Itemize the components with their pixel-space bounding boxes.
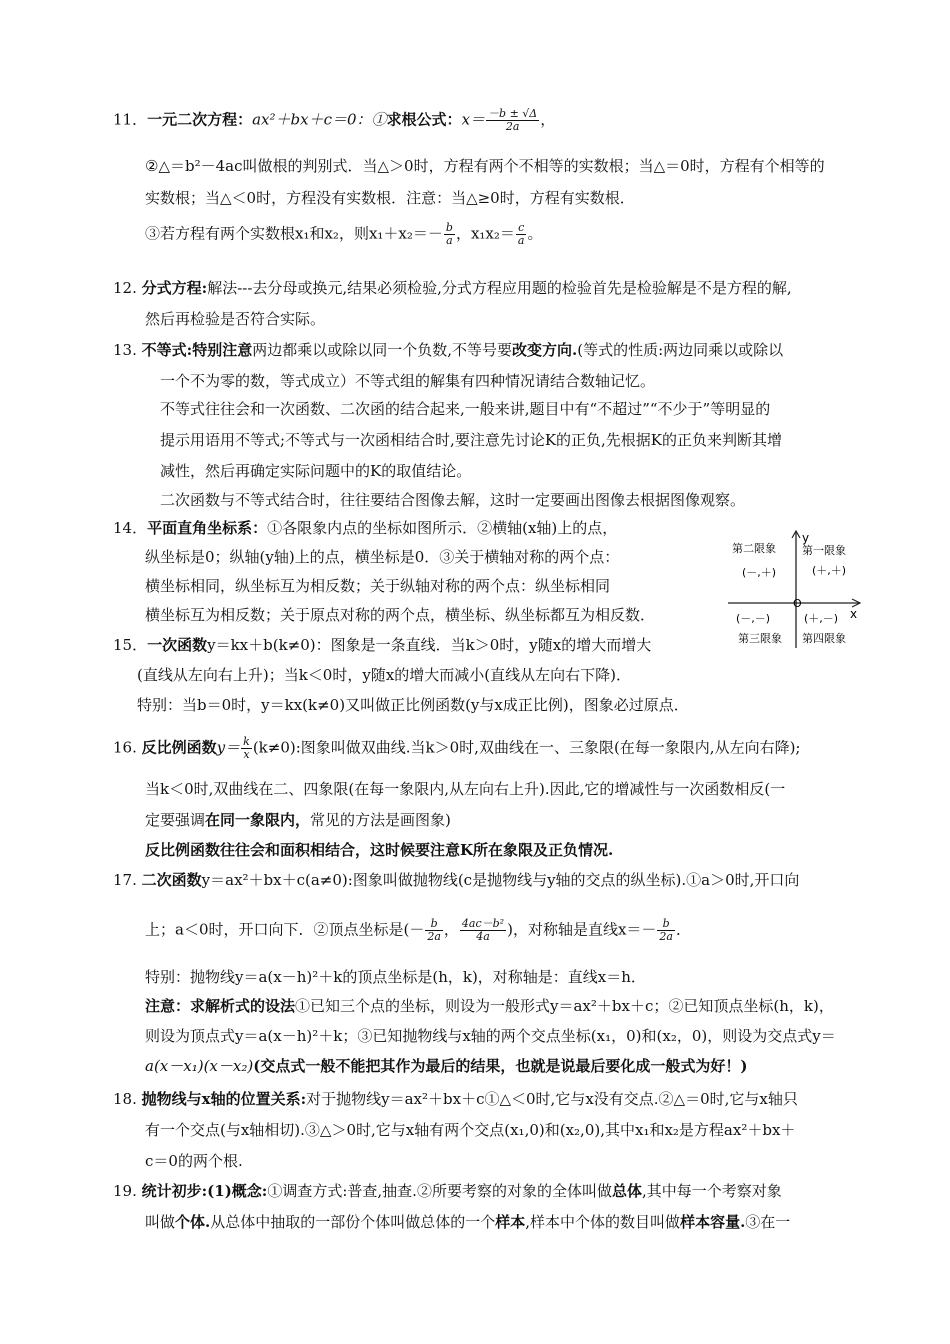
s17-note-title: 注意：求解析式的设法 bbox=[145, 997, 296, 1015]
s15-line1 bbox=[113, 635, 651, 655]
s12-number: 12. bbox=[113, 279, 137, 297]
fraction-b-over-a bbox=[444, 222, 455, 247]
s16-line2: 当k＜0时,双曲线在二、四象限(在每一象限内,从左向右上升).因此,它的增减性与一次函数相反(一 bbox=[145, 780, 786, 798]
y-label: y bbox=[802, 531, 810, 545]
s17-number: 17. bbox=[113, 871, 137, 889]
quadrant-2-label: 第二限象 bbox=[732, 542, 776, 555]
fraction-k-over-x bbox=[241, 736, 252, 761]
quadrant-1-label: 第一限象 bbox=[802, 544, 846, 557]
s19-title: 统计初步:(1)概念: bbox=[141, 1182, 268, 1200]
s17-axis-text: )，对称轴是直线x＝－ bbox=[507, 920, 657, 939]
quadratic-formula-fraction bbox=[486, 108, 539, 133]
s14-number: 14． bbox=[113, 519, 148, 537]
s17-text: y＝ax²＋bx＋c(a≠0):图象叫做抛物线(c是抛物线与y轴的交点的纵坐标).①a＞0时,开口向 bbox=[201, 871, 800, 889]
s11-formula-label: 求根公式： bbox=[386, 110, 462, 129]
quadrant-1-sign: (＋,＋) bbox=[812, 564, 847, 577]
s17-line1 bbox=[113, 870, 799, 890]
s17-line4 bbox=[145, 996, 834, 1016]
s13-title: 不等式: bbox=[141, 341, 193, 359]
s12-text: 解法---去分母或换元,结果必须检验,分式方程应用题的检验首先是检验解是不是方程的解, bbox=[207, 279, 792, 297]
quadrant-2-sign: (－,＋) bbox=[742, 566, 777, 579]
quadrant-4-label: 第四限象 bbox=[802, 632, 846, 645]
s17-note-text: ①已知三个点的坐标，则设为一般形式y＝ax²＋bx＋c；②已知顶点坐标(h，k)， bbox=[295, 997, 834, 1015]
s11-equation: ax²＋bx＋c＝0：① bbox=[252, 110, 387, 129]
s18-title: 抛物线与x轴的位置关系: bbox=[141, 1090, 307, 1108]
s15-line2: (直线从左向右上升)；当k＜0时，y随x的增大而减小(直线从左向右下降)． bbox=[137, 666, 631, 684]
origin-label: O bbox=[793, 597, 802, 610]
s17-line2 bbox=[145, 918, 691, 943]
s18-line1 bbox=[113, 1089, 798, 1109]
s18-line3: c＝0的两个根. bbox=[145, 1152, 243, 1170]
s11-line2: ②△＝b²－4ac叫做根的判别式．当△＞0时，方程有两个不相等的实数根；当△＝0时，方程有个相等的 bbox=[145, 157, 825, 175]
frac-num: b bbox=[425, 918, 443, 931]
frac-den: a bbox=[446, 234, 453, 247]
s19-number: 19. bbox=[113, 1182, 137, 1200]
frac-num: b bbox=[657, 918, 675, 931]
s19-term-population: 总体 bbox=[611, 1182, 642, 1200]
s19-line2 bbox=[145, 1212, 790, 1232]
frac-den: 2a bbox=[505, 120, 520, 133]
s17-title: 二次函数 bbox=[141, 871, 202, 889]
s16-y-eq: y＝ bbox=[216, 738, 241, 757]
s11-title: 一元二次方程： bbox=[147, 110, 253, 129]
s16-line1 bbox=[113, 736, 800, 761]
s14-line3: 横坐标相同，纵坐标互为相反数；关于纵轴对称的两个点：纵坐标相同 bbox=[145, 577, 611, 595]
s19-text-d: 从总体中抽取的一部份个体叫做总体的一个 bbox=[210, 1213, 496, 1231]
s13-line3: 不等式往往会和一次函数、二次函的结合起来,一般来讲,题目中有“不超过”“不少于”等明显的 bbox=[160, 400, 771, 418]
s12-line2: 然后再检验是否符合实际。 bbox=[145, 310, 326, 328]
s18-number: 18. bbox=[113, 1090, 137, 1108]
s14-line1 bbox=[113, 518, 617, 538]
s13-line2: 一个不为零的数，等式成立）不等式组的解集有四种情况请结合数轴记忆。 bbox=[160, 372, 656, 390]
quadrant-4-sign: (＋,－) bbox=[804, 612, 839, 625]
s19-line1 bbox=[113, 1181, 782, 1201]
s14-title: 平面直角坐标系： bbox=[147, 519, 268, 537]
s17-line5: 则设为顶点式y＝a(x－h)²＋k；③已知抛物线与x轴的两个交点坐标(x₁，0)和(x₂，0)，则设为交点式y＝ bbox=[145, 1027, 836, 1045]
fraction-c-over-a bbox=[516, 222, 527, 247]
s12-line1 bbox=[113, 278, 792, 298]
frac-den: 4a bbox=[476, 930, 490, 943]
frac-den: 2a bbox=[659, 930, 673, 943]
s16-text-a: 定要强调 bbox=[145, 811, 206, 829]
fraction-axis bbox=[657, 918, 675, 943]
s15-text: y＝kx＋b(k≠0)：图象是一条直线．当k＞0时，y随x的增大而增大 bbox=[207, 636, 652, 654]
s14-text: ①各限象内点的坐标如图所示．②横轴(x轴)上的点， bbox=[267, 519, 618, 537]
frac-num: －b ± √Δ bbox=[488, 107, 538, 120]
s13-text-a: 两边都乘以或除以同一个负数,不等号要 bbox=[252, 341, 512, 359]
s19-text-f: ③在一 bbox=[745, 1213, 791, 1231]
s15-title: 一次函数 bbox=[147, 636, 208, 654]
s16-line4: 反比例函数往往会和面积相结合，这时候要注意K所在象限及正负情况. bbox=[145, 841, 614, 859]
s18-line2: 有一个交点(与x轴相切).③△＞0时,它与x轴有两个交点(x₁,0)和(x₂,0),其中x₁和x₂是方程ax²＋bx＋ bbox=[145, 1121, 796, 1139]
fraction-b-over-2a bbox=[425, 918, 443, 943]
quadrant-3-label: 第三限象 bbox=[738, 632, 782, 645]
s13-line4: 提示用语用不等式;不等式与一次函相结合时,要注意先讨论K的正负,先根据K的正负来判断其增 bbox=[160, 431, 783, 449]
s17-emphasis: (交点式一般不能把其作为最后的结果，也就是说最后要化成一般式为好！) bbox=[253, 1057, 748, 1075]
s11-line4 bbox=[145, 222, 542, 247]
s14-line2: 纵坐标是0；纵轴(y轴)上的点，横坐标是0．③关于横轴对称的两个点： bbox=[145, 548, 620, 566]
s14-line4: 横坐标互为相反数；关于原点对称的两个点，横坐标、纵坐标都互为相反数． bbox=[145, 606, 656, 624]
s17-intercept-form: a(x－x₁)(x－x₂) bbox=[145, 1057, 254, 1075]
fraction-vertex-y bbox=[460, 918, 506, 943]
s17-end: ． bbox=[675, 920, 691, 939]
s11-vieta-prod: ，x₁x₂＝ bbox=[455, 224, 515, 243]
s11-tail: ， bbox=[540, 110, 556, 129]
x-label: x bbox=[850, 607, 858, 621]
s17-comma: ， bbox=[443, 920, 459, 939]
s13-line1 bbox=[113, 340, 783, 360]
frac-num: b bbox=[445, 221, 453, 234]
s19-term-sample: 样本 bbox=[495, 1213, 526, 1231]
s13-text-b: (等式的性质:两边同乘以或除以 bbox=[577, 341, 784, 359]
s19-text-a: ①调查方式:普查,抽查.②所要考察的对象的全体叫做 bbox=[267, 1182, 612, 1200]
s19-text-c: 叫做 bbox=[145, 1213, 176, 1231]
s16-text: (k≠0):图象叫做双曲线.当k＞0时,双曲线在一、三象限(在每一象限内,从左向右降); bbox=[252, 738, 801, 757]
frac-num: c bbox=[516, 222, 527, 235]
frac-den: x bbox=[243, 748, 250, 761]
s12-title: 分式方程: bbox=[141, 279, 208, 297]
s11-end: 。 bbox=[527, 224, 543, 243]
s15-line3: 特别：当b＝0时，y＝kx(k≠0)又叫做正比例函数(y与x成正比例)，图象必过原点． bbox=[137, 696, 689, 714]
s19-text-b: ,其中每一个考察对象 bbox=[641, 1182, 782, 1200]
frac-num: k bbox=[243, 735, 250, 748]
s13-number: 13. bbox=[113, 341, 137, 359]
s13-line6: 二次函数与不等式结合时，往往要结合图像去解，这时一定要画出图像去根据图像观察。 bbox=[160, 491, 746, 509]
s19-term-individual: 个体. bbox=[175, 1213, 211, 1231]
s17-vertex-text: 上；a＜0时，开口向下．②顶点坐标是(－ bbox=[145, 920, 425, 939]
s11-line1 bbox=[113, 108, 555, 133]
s11-x-eq: x＝ bbox=[461, 110, 486, 129]
s17-line3: 特别：抛物线y＝a(x－h)²＋k的顶点坐标是(h，k)，对称轴是：直线x＝h． bbox=[145, 968, 646, 986]
s11-vieta-sum: ③若方程有两个实数根x₁和x₂，则x₁＋x₂＝－ bbox=[145, 224, 443, 243]
s16-title: 反比例函数 bbox=[141, 738, 217, 757]
s17-line6 bbox=[145, 1056, 747, 1076]
s16-emphasis: 在同一象限内， bbox=[205, 811, 311, 829]
frac-den: a bbox=[517, 234, 525, 247]
s19-text-e: ,样本中个体的数目叫做 bbox=[525, 1213, 681, 1231]
s11-line3: 实数根；当△＜0时，方程没有实数根．注意：当△≥0时，方程有实数根． bbox=[145, 189, 635, 207]
s11-number: 11． bbox=[113, 110, 148, 129]
s13-line5: 减性，然后再确定实际问题中的K的取值结论。 bbox=[160, 462, 472, 480]
frac-num: 4ac－b² bbox=[461, 917, 505, 930]
s16-line3 bbox=[145, 810, 451, 830]
s18-text: 对于抛物线y＝ax²＋bx＋c①△＜0时,它与x没有交点.②△＝0时,它与x轴只 bbox=[306, 1090, 798, 1108]
quadrant-diagram bbox=[728, 530, 868, 650]
s16-text-b: 常见的方法是画图象) bbox=[310, 811, 451, 829]
frac-den: 2a bbox=[427, 930, 441, 943]
s19-term-sample-size: 样本容量. bbox=[680, 1213, 746, 1231]
s16-number: 16. bbox=[113, 738, 137, 757]
s13-emphasis-2: 改变方向. bbox=[511, 341, 578, 359]
quadrant-3-sign: (－,－) bbox=[736, 612, 771, 625]
s13-emphasis: 特别注意 bbox=[192, 341, 253, 359]
s15-number: 15． bbox=[113, 636, 148, 654]
